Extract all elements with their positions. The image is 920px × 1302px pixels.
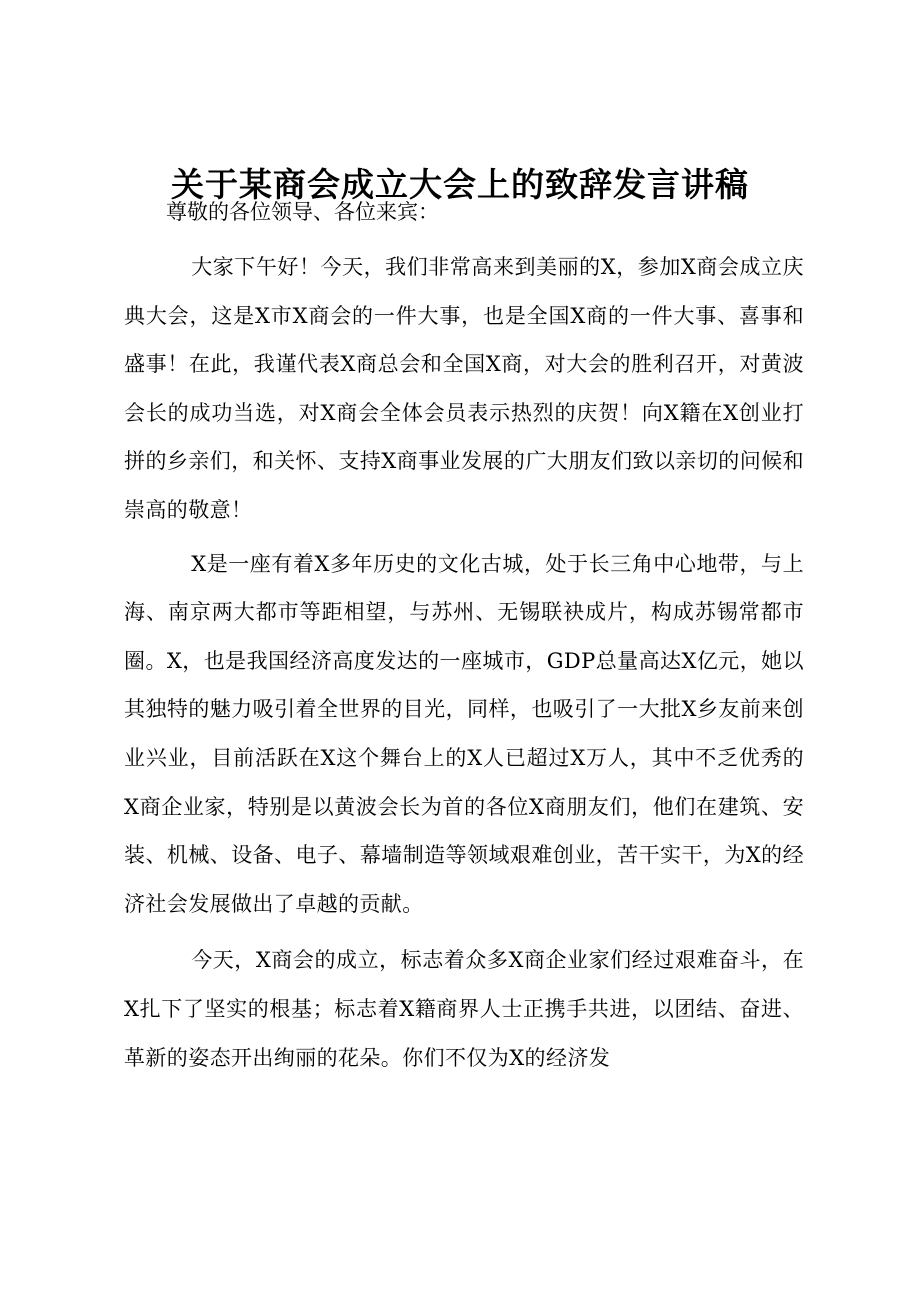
paragraph-2: X是一座有着X多年历史的文化古城，处于长三角中心地带，与上海、南京两大都市等距相望，与苏州、无锡联袂成片，构成苏锡常都市圈。X，也是我国经济高度发达的一座城市，GDP总量高达X亿元，她以其独特的魅力吸引着全世界的目光，同样，也吸引了一大批X乡友前来创业兴业，目前活跃在X这个舞台上的X人已超过X万人，其中不乏优秀的X商企业家，特别是以黄波会长为首的各位X商朋友们，他们在建筑、安装、机械、设备、电子、幕墙制造等领域艰难创业，苦干实干，为X的经济社会发展做出了卓越的贡献。: [124, 551, 804, 916]
paragraph-3: 今天，X商会的成立，标志着众多X商企业家们经过艰难奋斗，在X扎下了坚实的根基；标志着X籍商界人士正携手共进，以团结、奋进、革新的姿态开出绚丽的花朵。你们不仅为X的经济发: [124, 948, 804, 1070]
document-body: [124, 188, 804, 1082]
document-title: 关于某商会成立大会上的致辞发言讲稿: [171, 165, 749, 204]
salutation: 尊敬的各位领导、各位来宾：: [166, 200, 439, 224]
paragraph-1: 大家下午好！今天，我们非常高来到美丽的X，参加X商会成立庆典大会，这是X市X商会的一件大事，也是全国X商的一件大事、喜事和盛事！在此，我谨代表X商总会和全国X商，对大会的胜利召开，对黄波会长的成功当选，对X商会全体会员表示热烈的庆贺！向X籍在X创业打拼的乡亲们，和关怀、支持X商事业发展的广大朋友们致以亲切的问候和崇高的敬意！: [124, 255, 804, 522]
